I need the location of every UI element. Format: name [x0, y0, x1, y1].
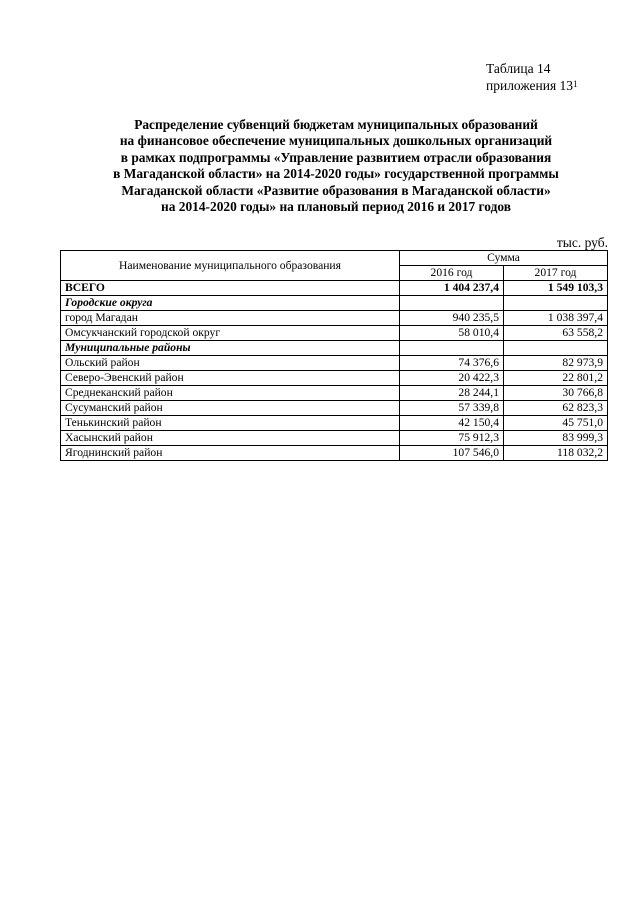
header-name: Наименование муниципального образования	[61, 251, 400, 281]
municipality-name: Омсукчанский городской округ	[61, 326, 400, 341]
appendix-reference	[486, 77, 578, 94]
value-2016: 58 010,4	[400, 326, 504, 341]
subvention-table	[60, 250, 608, 461]
municipality-name: Северо-Эвенский район	[61, 371, 400, 386]
value-2017: 82 973,9	[504, 356, 608, 371]
table-row	[61, 431, 608, 446]
municipality-name: Тенькинский район	[61, 416, 400, 431]
value-2017: 63 558,2	[504, 326, 608, 341]
value-2017: 45 751,0	[504, 416, 608, 431]
title-line: на финансовое обеспечение муниципальных дошкольных организаций	[119, 133, 553, 149]
municipality-name: Хасынский район	[61, 431, 400, 446]
value-2016: 107 546,0	[400, 446, 504, 461]
document-title	[60, 117, 612, 215]
municipality-name: Ягоднинский район	[61, 446, 400, 461]
value-2016	[400, 296, 504, 311]
section-row	[61, 341, 608, 356]
value-2016: 940 235,5	[400, 311, 504, 326]
header-sum: Сумма	[400, 251, 608, 266]
value-2017: 118 032,2	[504, 446, 608, 461]
table-row	[61, 401, 608, 416]
title-line: Магаданской области «Развитие образования в Магаданской области»	[121, 182, 551, 198]
value-2017: 1 549 103,3	[504, 281, 608, 296]
header-2017: 2017 год	[504, 266, 608, 281]
value-2017: 22 801,2	[504, 371, 608, 386]
value-2017: 1 038 397,4	[504, 311, 608, 326]
value-2017	[504, 296, 608, 311]
table-number: Таблица 14	[486, 61, 551, 76]
table-body	[61, 281, 608, 461]
table-row	[61, 386, 608, 401]
title-line: Распределение субвенций бюджетам муниципальных образований	[134, 117, 538, 132]
value-2017	[504, 341, 608, 356]
total-row	[61, 281, 608, 296]
unit-label: тыс. руб.	[556, 235, 608, 250]
value-2016: 20 422,3	[400, 371, 504, 386]
value-2016: 75 912,3	[400, 431, 504, 446]
table-row	[61, 326, 608, 341]
table-reference	[486, 60, 578, 94]
municipality-name: город Магадан	[61, 311, 400, 326]
table-row	[61, 311, 608, 326]
title-line: на 2014-2020 годы» на плановый период 2016 и 2017 годов	[161, 199, 511, 215]
value-2016: 42 150,4	[400, 416, 504, 431]
table-row	[61, 416, 608, 431]
table-row	[61, 356, 608, 371]
value-2017: 30 766,8	[504, 386, 608, 401]
municipality-name: ВСЕГО	[61, 281, 400, 296]
section-row	[61, 296, 608, 311]
appendix-text: приложения 13	[486, 78, 574, 93]
table-row	[61, 446, 608, 461]
table-row	[61, 371, 608, 386]
municipality-name: Городские округа	[61, 296, 400, 311]
value-2016	[400, 341, 504, 356]
value-2017: 83 999,3	[504, 431, 608, 446]
value-2016: 74 376,6	[400, 356, 504, 371]
municipality-name: Сусуманский район	[61, 401, 400, 416]
value-2016: 57 339,8	[400, 401, 504, 416]
municipality-name: Среднеканский район	[61, 386, 400, 401]
appendix-superscript: 1	[573, 79, 578, 89]
header-2016: 2016 год	[400, 266, 504, 281]
value-2016: 1 404 237,4	[400, 281, 504, 296]
value-2016: 28 244,1	[400, 386, 504, 401]
title-line: в рамках подпрограммы «Управление развитием отрасли образования	[120, 149, 552, 165]
municipality-name: Ольский район	[61, 356, 400, 371]
title-line: в Магаданской области» на 2014-2020 годы» государственной программы	[113, 166, 559, 182]
value-2017: 62 823,3	[504, 401, 608, 416]
municipality-name: Муниципальные районы	[61, 341, 400, 356]
